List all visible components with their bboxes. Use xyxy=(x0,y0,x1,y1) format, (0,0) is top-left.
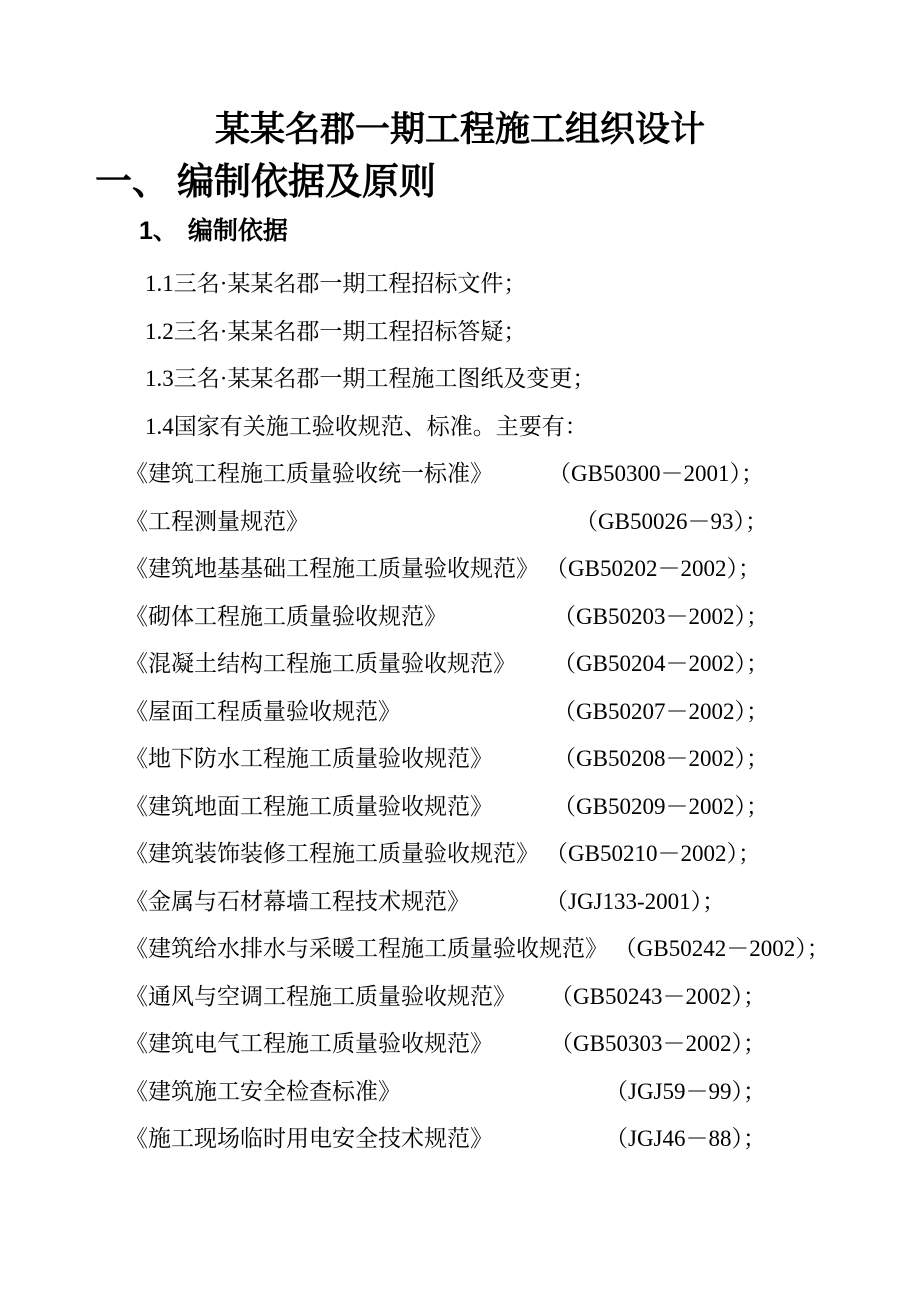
standard-code: （GB50026－93）； xyxy=(575,508,768,534)
standard-title: 《金属与石材幕墙工程技术规范》 xyxy=(125,888,470,914)
standard-code: （JGJ133-2001）； xyxy=(545,888,726,914)
section-heading xyxy=(95,160,436,204)
subsection-number: 1、 xyxy=(139,217,178,245)
standard-code: （GB50242－2002）； xyxy=(613,936,830,961)
standard-code: （GB50303－2002）； xyxy=(550,1031,766,1056)
standard-code: （GB50209－2002）； xyxy=(553,793,769,819)
standard-code: （GB50204－2002）； xyxy=(553,651,769,676)
standard-code: （GB50202－2002）； xyxy=(545,556,761,581)
standard-row xyxy=(99,925,899,973)
standard-code: （GB50207－2002）； xyxy=(553,698,769,724)
standard-title: 《砌体工程施工质量验收规范》 xyxy=(125,603,447,629)
document-body xyxy=(99,260,899,1163)
standard-title: 《施工现场临时用电安全技术规范》 xyxy=(125,1126,493,1151)
subsection-heading xyxy=(139,214,288,248)
standard-title: 《屋面工程质量验收规范》 xyxy=(125,698,401,724)
standard-row xyxy=(99,735,899,783)
standard-title: 《地下防水工程施工质量验收规范》 xyxy=(125,746,493,771)
standard-code: （GB50210－2002）； xyxy=(545,841,761,866)
standard-title: 《建筑给水排水与采暖工程施工质量验收规范》 xyxy=(125,936,608,961)
standard-title: 《建筑地基基础工程施工质量验收规范》 xyxy=(125,556,539,581)
standard-code: （GB50203－2002）； xyxy=(553,603,769,629)
standard-row xyxy=(99,1068,899,1116)
standard-row xyxy=(99,450,899,498)
subsection-title: 编制依据 xyxy=(187,217,288,245)
paragraph: 1.3三名·某某名郡一期工程施工图纸及变更； xyxy=(145,366,596,391)
paragraph: 1.2三名·某某名郡一期工程招标答疑； xyxy=(145,318,527,344)
standard-title: 《建筑施工安全检查标准》 xyxy=(125,1078,401,1104)
standard-row xyxy=(99,545,899,593)
standard-code: （GB50300－2001）； xyxy=(548,461,764,486)
standard-title: 《工程测量规范》 xyxy=(125,508,309,534)
standard-code: （JGJ46－88）； xyxy=(605,1126,767,1151)
standard-title: 《混凝土结构工程施工质量验收规范》 xyxy=(125,651,516,676)
standard-row xyxy=(99,783,899,831)
standard-title: 《建筑电气工程施工质量验收规范》 xyxy=(125,1031,493,1056)
standard-title: 《通风与空调工程施工质量验收规范》 xyxy=(125,983,516,1009)
standard-row xyxy=(99,593,899,641)
standard-code: （GB50243－2002）； xyxy=(550,983,766,1009)
paragraph: 1.1三名·某某名郡一期工程招标文件； xyxy=(145,271,527,296)
standard-row xyxy=(99,830,899,878)
standard-title: 《建筑工程施工质量验收统一标准》 xyxy=(125,461,493,486)
standard-code: （GB50208－2002）； xyxy=(553,746,769,771)
standard-row xyxy=(99,1115,899,1163)
standard-row xyxy=(99,640,899,688)
section-title: 编制依据及原则 xyxy=(177,161,436,202)
standard-code: （JGJ59－99）； xyxy=(605,1078,767,1104)
section-number: 一、 xyxy=(95,161,169,202)
standard-row xyxy=(99,688,899,736)
standard-row xyxy=(99,1020,899,1068)
standard-title: 《建筑装饰装修工程施工质量验收规范》 xyxy=(125,841,539,866)
standard-title: 《建筑地面工程施工质量验收规范》 xyxy=(125,793,493,819)
paragraph: 1.4国家有关施工验收规范、标准。主要有： xyxy=(145,413,588,439)
standard-row xyxy=(99,878,899,926)
standard-row xyxy=(99,498,899,546)
document-title: 某某名郡一期工程施工组织设计 xyxy=(214,110,705,149)
standard-row xyxy=(99,973,899,1021)
